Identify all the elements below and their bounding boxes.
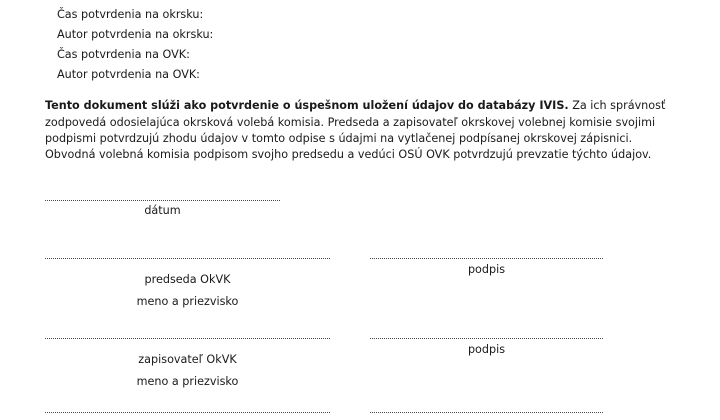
recorder-name-caption: meno a priezvisko [136,375,239,388]
chairman-role-caption: predseda OkVK [144,273,231,286]
confirmation-field-list [57,5,577,85]
confirmation-field-label-cas-ovk: Čas potvrdenia na OVK: [57,48,190,61]
date-signature-rule [45,200,280,201]
chairman-signature-rule [370,258,603,259]
recorder-signature-rule [370,338,603,339]
confirmation-field-label-cas-okrsku: Čas potvrdenia na okrsku: [57,8,204,21]
confirmation-field-label-autor-okrsku: Autor potvrdenia na okrsku: [57,28,214,41]
recorder-name-rule [45,338,330,339]
chairman-name-rule [45,258,330,259]
third-name-rule [45,412,330,413]
recorder-role-caption: zapisovateľ OkVK [138,353,237,366]
third-signature-rule [370,412,603,413]
notice-body-text: Za ich správnosť zodpovedá odosielajúca okrsková volebá komisia. Predseda a zapisovateľ okrskovej volebnej komisie svojimi podpismi potvrdzujú zhodu údajov v tomto odpise s údajmi na vytlačenej podpísanej okrskovej zápisnici. Obvodná volebná komisia podpisom svojho predsedu a vedúci OSÚ OVK potvrdzujú prevzatie týchto údajov. [45,99,666,162]
confirmation-field-label-autor-ovk: Autor potvrdenia na OVK: [57,68,200,81]
chairman-name-caption: meno a priezvisko [136,295,239,308]
date-caption: dátum [144,204,181,217]
recorder-signature-caption: podpis [467,343,506,356]
chairman-signature-caption: podpis [467,263,506,276]
notice-lead-sentence: Tento dokument slúži ako potvrdenie o úspešnom uložení údajov do databázy IVIS. [45,99,569,113]
notice-paragraph [45,98,672,164]
